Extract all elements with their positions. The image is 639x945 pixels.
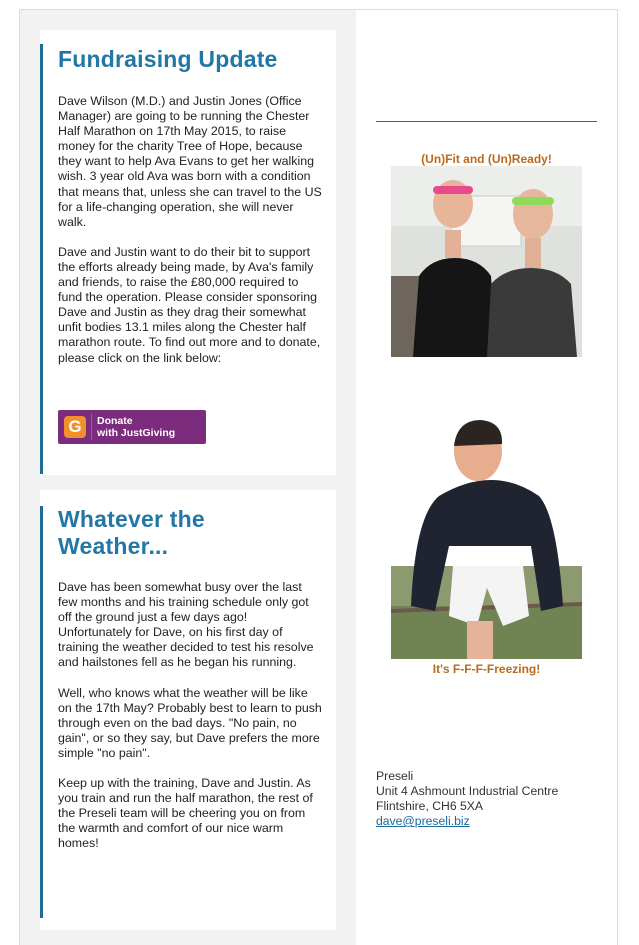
accent-bar — [40, 506, 43, 918]
photo-caption-freezing: It's F-F-F-Freezing! — [432, 662, 541, 676]
company-name: Preseli — [376, 769, 414, 783]
weather-body — [58, 580, 324, 867]
photo-dave-freezing-image — [391, 416, 582, 659]
photo-dave-freezing — [391, 416, 582, 659]
donate-label-line1: Donate — [97, 415, 133, 427]
weather-paragraph-1: Dave has been somewhat busy over the last few months and his training schedule only got off the ground just a few days ago! Unfortunately for Dave, on his first day of training the weather decided to test his resolve and hailstones fell as he began his running. — [58, 580, 314, 670]
weather-title: Whatever the Weather... — [58, 506, 205, 559]
fundraising-card — [40, 30, 336, 475]
sidebar-divider — [376, 121, 597, 122]
address-line-1: Unit 4 Ashmount Industrial Centre — [376, 784, 559, 798]
weather-card — [40, 490, 336, 930]
donate-separator — [91, 414, 92, 440]
donate-justgiving-button[interactable] — [58, 410, 206, 444]
weather-paragraph-2: Well, who knows what the weather will be like on the 17th May? Probably best to learn to push through even on the bad days. "No pain, no gain", or so they say, but Dave prefers the more simple "no pain". — [58, 685, 322, 760]
photo-dave-and-justin-image — [391, 166, 582, 357]
weather-paragraph-3: Keep up with the training, Dave and Justin. As you train and run the half marathon, the rest of the Preseli team will be cheering you on from the warmth and comfort of our nice warm homes! — [58, 776, 313, 851]
fundraising-paragraph-2: Dave and Justin want to do their bit to support the efforts already being made, by Ava's family and friends, to raise the £80,000 required to fund the operation. Please consider sponsoring Dave and Justin as they drag their somewhat unfit bodies 13.1 miles along the Chester half marathon route. To find out more and to donate, please click on the link below: — [58, 244, 321, 365]
fundraising-title: Fundraising Update — [58, 46, 278, 72]
address-line-2: Flintshire, CH6 5XA — [376, 799, 484, 813]
email-link[interactable]: dave@preseli.biz — [376, 814, 470, 828]
donate-label-line2: with JustGiving — [97, 427, 176, 439]
photo-dave-and-justin — [391, 166, 582, 357]
justgiving-logo-icon: G — [64, 416, 86, 438]
fundraising-body — [58, 94, 324, 381]
company-address — [376, 769, 558, 829]
photo-caption-unfit: (Un)Fit and (Un)Ready! — [421, 152, 552, 166]
donate-label — [97, 415, 175, 439]
fundraising-paragraph-1: Dave Wilson (M.D.) and Justin Jones (Office Manager) are going to be running the Chester Half Marathon on 17th May 2015, to raise money for the charity Tree of Hope, because they want to help Ava Evans to get her walking wish. 3 year old Ava was born with a condition that means that, unless she can travel to the US for a life-changing operation, she will never walk. — [58, 94, 322, 229]
accent-bar — [40, 44, 43, 474]
